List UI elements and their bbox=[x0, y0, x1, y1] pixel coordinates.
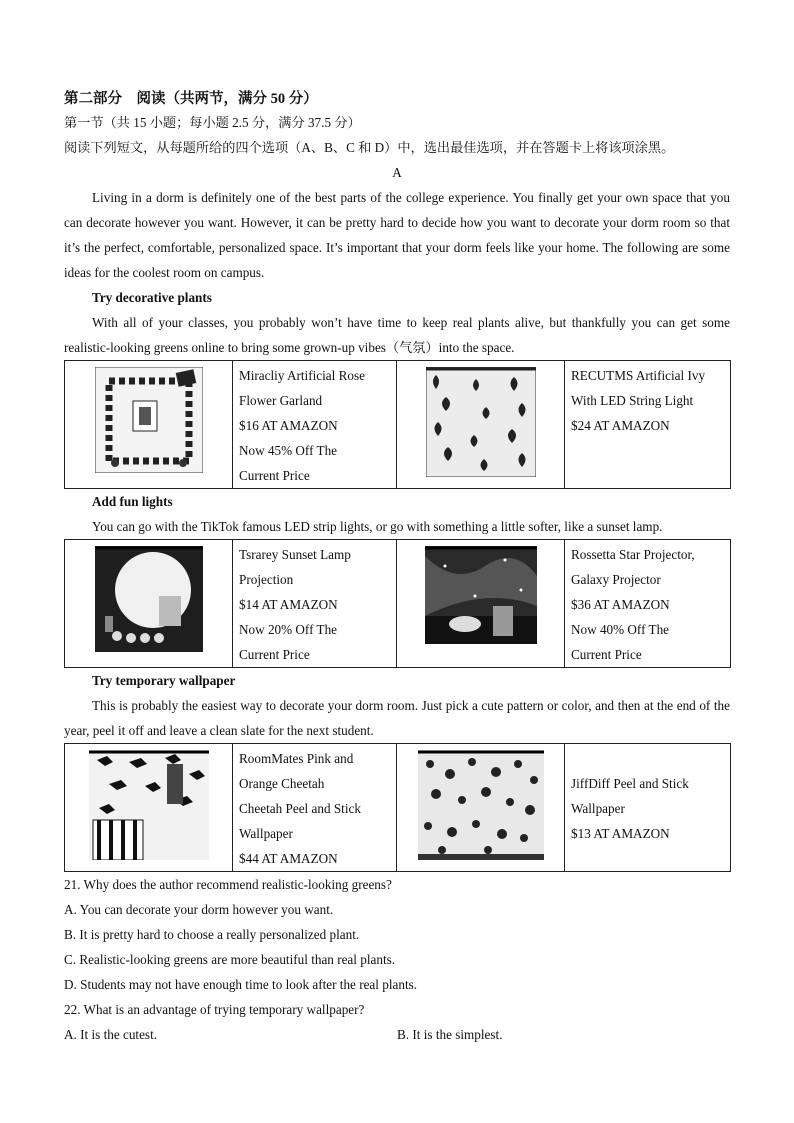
option-a: A. You can decorate your dorm however you want. bbox=[64, 902, 334, 917]
options-row bbox=[64, 1022, 730, 1047]
product-info: RECUTMS Artificial Ivy With LED String Light $24 AT AMAZON bbox=[565, 361, 731, 489]
exam-page bbox=[64, 88, 730, 1047]
product-image-cell bbox=[65, 361, 233, 489]
product-info: RoomMates Pink and Orange Cheetah Cheetah Peel and Stick Wallpaper $44 AT AMAZON bbox=[233, 744, 397, 872]
ivy-light-image bbox=[426, 367, 536, 477]
section-heading: Add fun lights bbox=[92, 494, 173, 509]
product-image-cell bbox=[397, 540, 565, 668]
section-heading: Try temporary wallpaper bbox=[92, 673, 236, 688]
star-projector-image bbox=[425, 546, 537, 644]
option-d: D. Students may not have enough time to look after the real plants. bbox=[64, 977, 418, 992]
product-image-cell bbox=[65, 744, 233, 872]
option-a: A. It is the cutest. bbox=[64, 1027, 158, 1042]
option-c: C. Realistic-looking greens are more beautiful than real plants. bbox=[64, 952, 396, 967]
intro-paragraph: Living in a dorm is definitely one of the best parts of the college experience. You finally get your own space that you can decorate however you want. However, it can be pretty hard to decide how you want to decorate your dorm room so that it’s the perfect, comfortable, personalized space. It’s important that your dorm feels like your home. The following are some ideas for the coolest room on campus. bbox=[64, 190, 730, 280]
cheetah-wallpaper-image bbox=[89, 750, 209, 860]
product-image-cell bbox=[397, 744, 565, 872]
rose-garland-image bbox=[95, 367, 203, 473]
section-paragraph: You can go with the TikTok famous LED strip lights, or go with something a little softer, like a sunset lamp. bbox=[92, 519, 663, 534]
instruction: 阅读下列短文，从每题所给的四个选项（A、B、C 和 D）中，选出最佳选项，并在答题卡上将该项涂黑。 bbox=[64, 140, 675, 155]
product-table bbox=[64, 743, 731, 872]
section-heading: Try decorative plants bbox=[92, 290, 212, 305]
section-paragraph: With all of your classes, you probably won’t have time to keep real plants alive, but thankfully you can get some realistic-looking greens online to bring some grown-up vibes（气氛）into the space. bbox=[64, 315, 730, 355]
product-table bbox=[64, 539, 731, 668]
section-title: 第一节（共 15 小题；每小题 2.5 分，满分 37.5 分） bbox=[64, 115, 361, 130]
question-21: 21. Why does the author recommend realistic-looking greens? bbox=[64, 877, 392, 892]
question-22: 22. What is an advantage of trying temporary wallpaper? bbox=[64, 1002, 365, 1017]
product-info: Miracliy Artificial Rose Flower Garland $16 AT AMAZON Now 45% Off The Current Price bbox=[233, 361, 397, 489]
part-title: 第二部分 阅读（共两节，满分 50 分） bbox=[64, 91, 318, 107]
product-info: Rossetta Star Projector, Galaxy Projector $36 AT AMAZON Now 40% Off The Current Price bbox=[565, 540, 731, 668]
product-info: Tsrarey Sunset Lamp Projection $14 AT AMAZON Now 20% Off The Current Price bbox=[233, 540, 397, 668]
passage-label: A bbox=[392, 165, 402, 180]
product-info: JiffDiff Peel and Stick Wallpaper $13 AT AMAZON bbox=[565, 744, 731, 872]
product-table bbox=[64, 360, 731, 489]
product-image-cell bbox=[397, 361, 565, 489]
pattern-wallpaper-image bbox=[418, 750, 544, 860]
sunset-lamp-image bbox=[95, 546, 203, 652]
product-image-cell bbox=[65, 540, 233, 668]
option-b: B. It is pretty hard to choose a really personalized plant. bbox=[64, 927, 360, 942]
section-paragraph: This is probably the easiest way to decorate your dorm room. Just pick a cute pattern or color, and then at the end of the year, peel it off and leave a clean slate for the next student. bbox=[64, 698, 730, 738]
option-b: B. It is the simplest. bbox=[397, 1027, 503, 1042]
